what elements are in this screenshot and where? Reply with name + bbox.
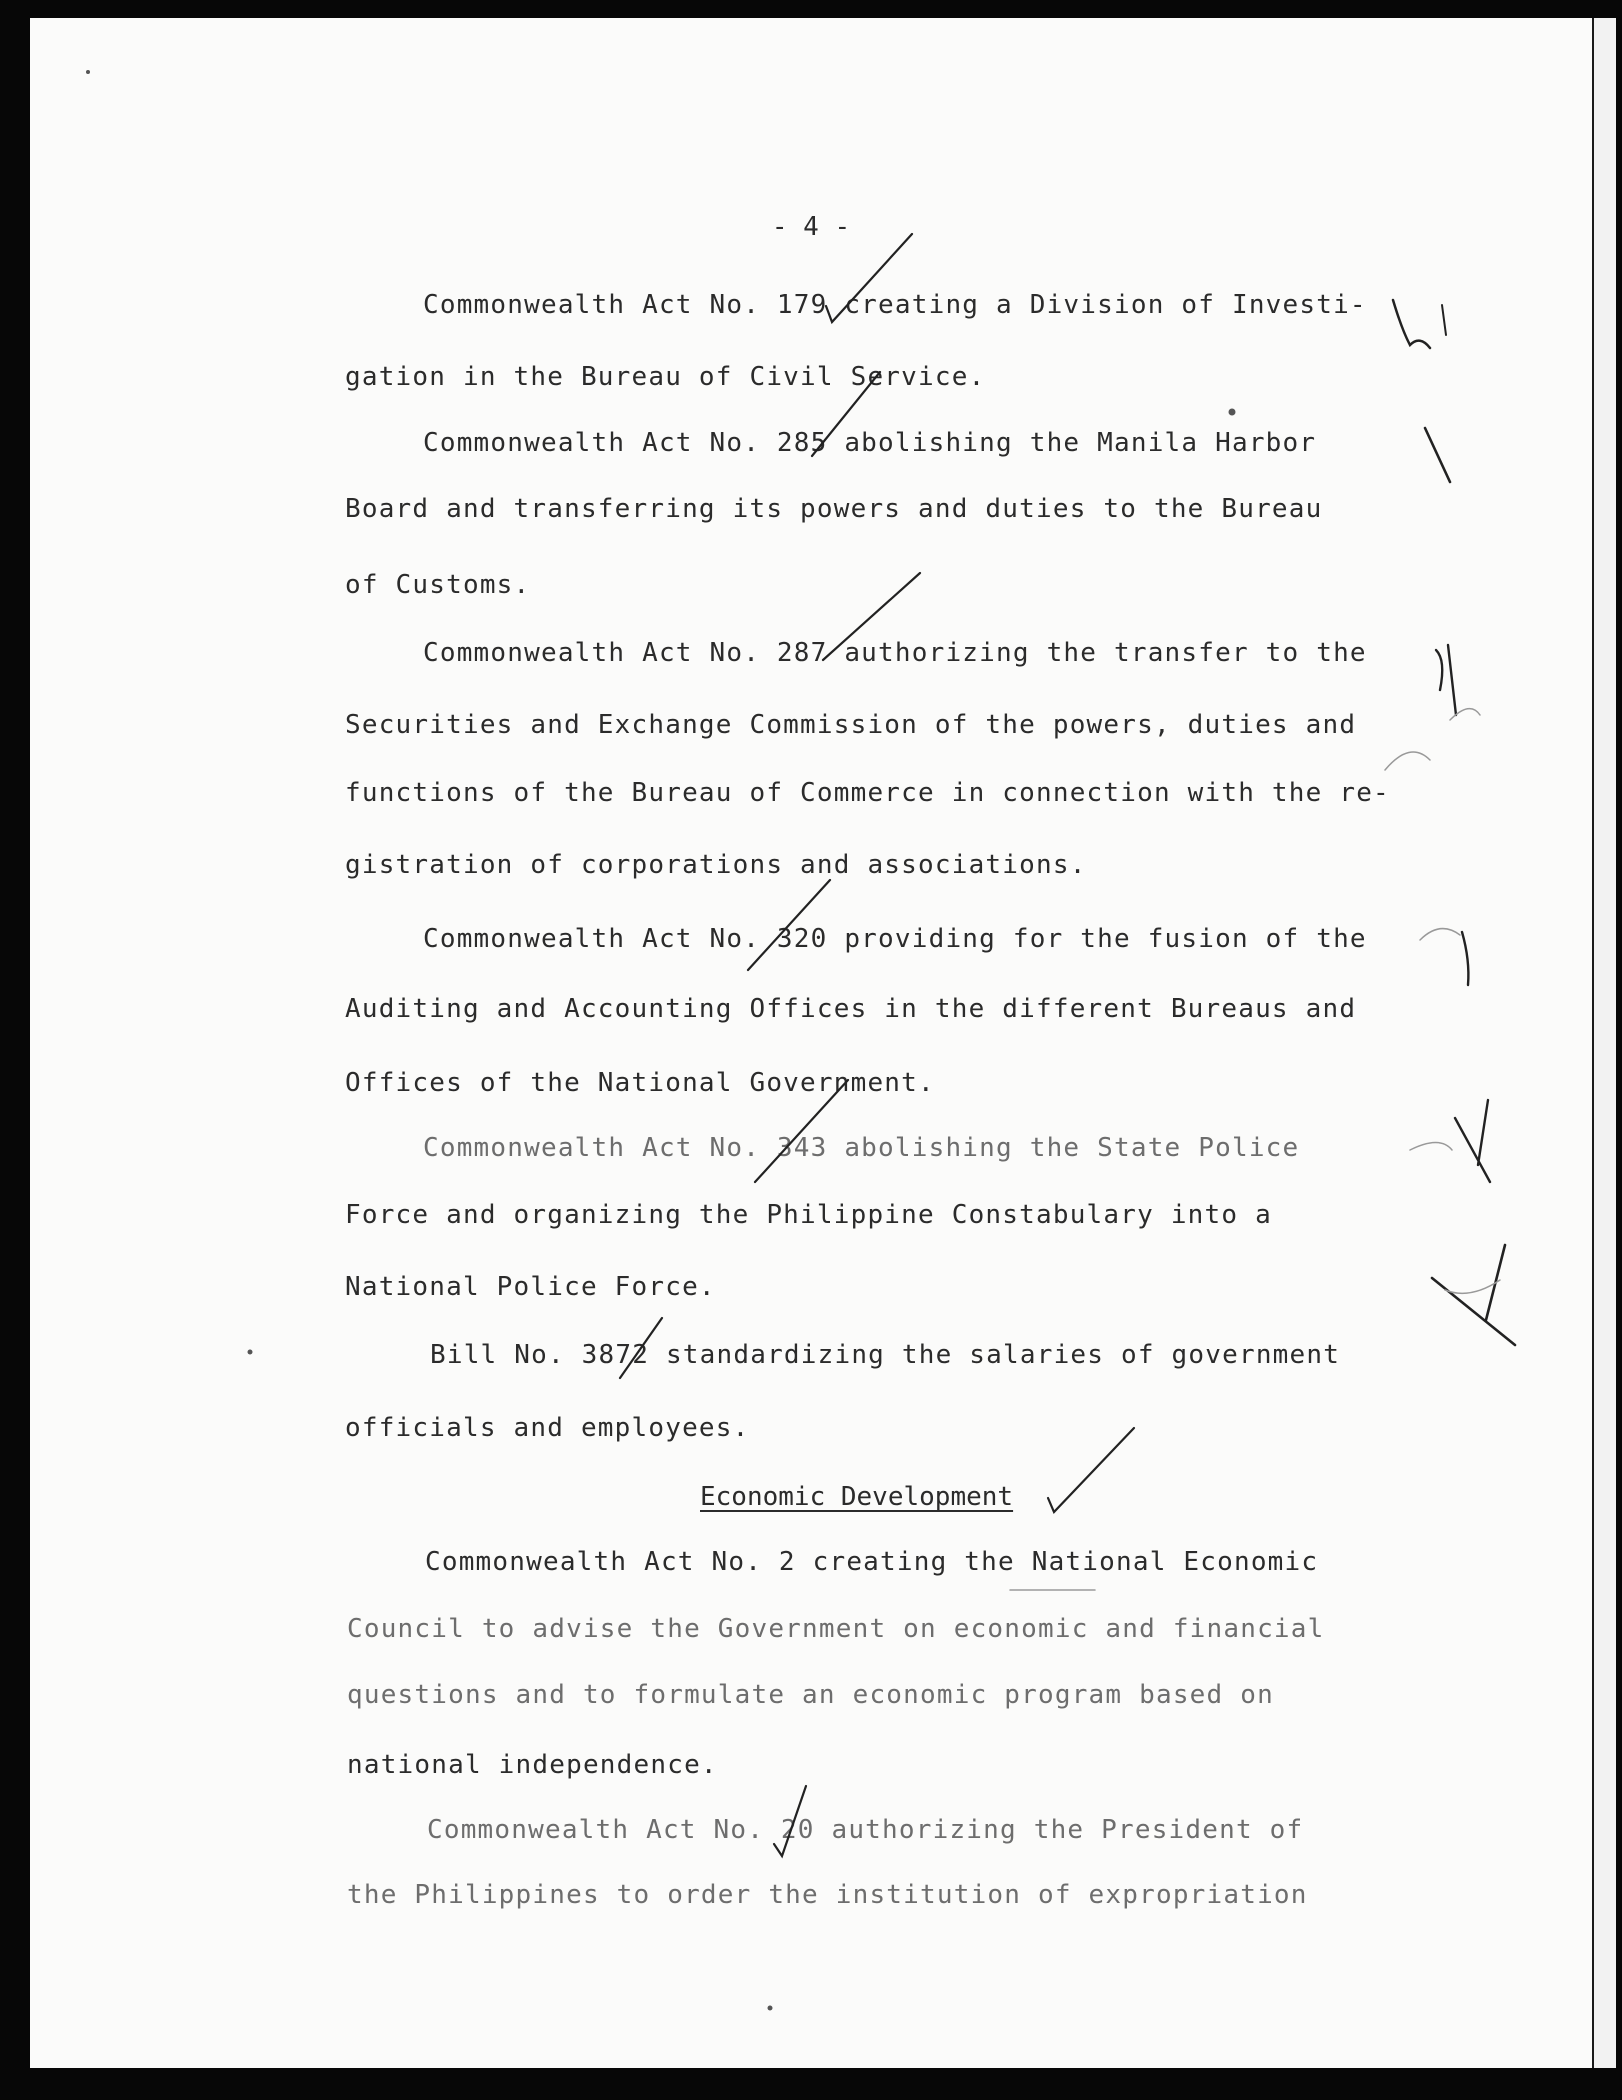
paragraph-1-line-2: gation in the Bureau of Civil Service. — [345, 362, 986, 392]
paragraph-3-line-3: functions of the Bureau of Commerce in connection with the re- — [345, 778, 1390, 808]
section-paragraph-2-line-2: the Philippines to order the institution of expropriation — [347, 1880, 1308, 1910]
paragraph-5-line-3: National Police Force. — [345, 1272, 716, 1302]
section-paragraph-1-line-4: national independence. — [347, 1750, 718, 1780]
paper-sheet — [30, 18, 1597, 2068]
paragraph-4-line-2: Auditing and Accounting Offices in the different Bureaus and — [345, 994, 1357, 1024]
paragraph-6-line-1: Bill No. 3872 standardizing the salaries of government — [430, 1340, 1341, 1370]
page-edge — [1592, 18, 1616, 2068]
paragraph-3-line-4: gistration of corporations and associations. — [345, 850, 1087, 880]
paragraph-3-line-1: Commonwealth Act No. 287 authorizing the transfer to the — [423, 638, 1367, 668]
section-paragraph-1-line-2: Council to advise the Government on economic and financial — [347, 1614, 1325, 1644]
paragraph-5-line-2: Force and organizing the Philippine Constabulary into a — [345, 1200, 1272, 1230]
section-paragraph-2-line-1: Commonwealth Act No. 20 authorizing the President of — [427, 1815, 1304, 1845]
page-number: - 4 - — [771, 212, 851, 242]
paragraph-3-line-2: Securities and Exchange Commission of the powers, duties and — [345, 710, 1357, 740]
paragraph-2-line-1: Commonwealth Act No. 285 abolishing the Manila Harbor — [423, 428, 1317, 458]
paragraph-4-line-1: Commonwealth Act No. 320 providing for the fusion of the — [423, 924, 1367, 954]
paragraph-5-line-1: Commonwealth Act No. 343 abolishing the State Police — [423, 1133, 1300, 1163]
paragraph-4-line-3: Offices of the National Government. — [345, 1068, 935, 1098]
section-paragraph-1-line-3: questions and to formulate an economic program based on — [347, 1680, 1274, 1710]
section-paragraph-1-line-1: Commonwealth Act No. 2 creating the National Economic — [425, 1547, 1319, 1577]
paragraph-2-line-3: of Customs. — [345, 570, 531, 600]
paragraph-6-line-2: officials and employees. — [345, 1413, 750, 1443]
paragraph-1-line-1: Commonwealth Act No. 179 creating a Division of Investi- — [423, 290, 1367, 320]
paragraph-2-line-2: Board and transferring its powers and duties to the Bureau — [345, 494, 1323, 524]
section-heading: Economic Development — [700, 1482, 1014, 1512]
